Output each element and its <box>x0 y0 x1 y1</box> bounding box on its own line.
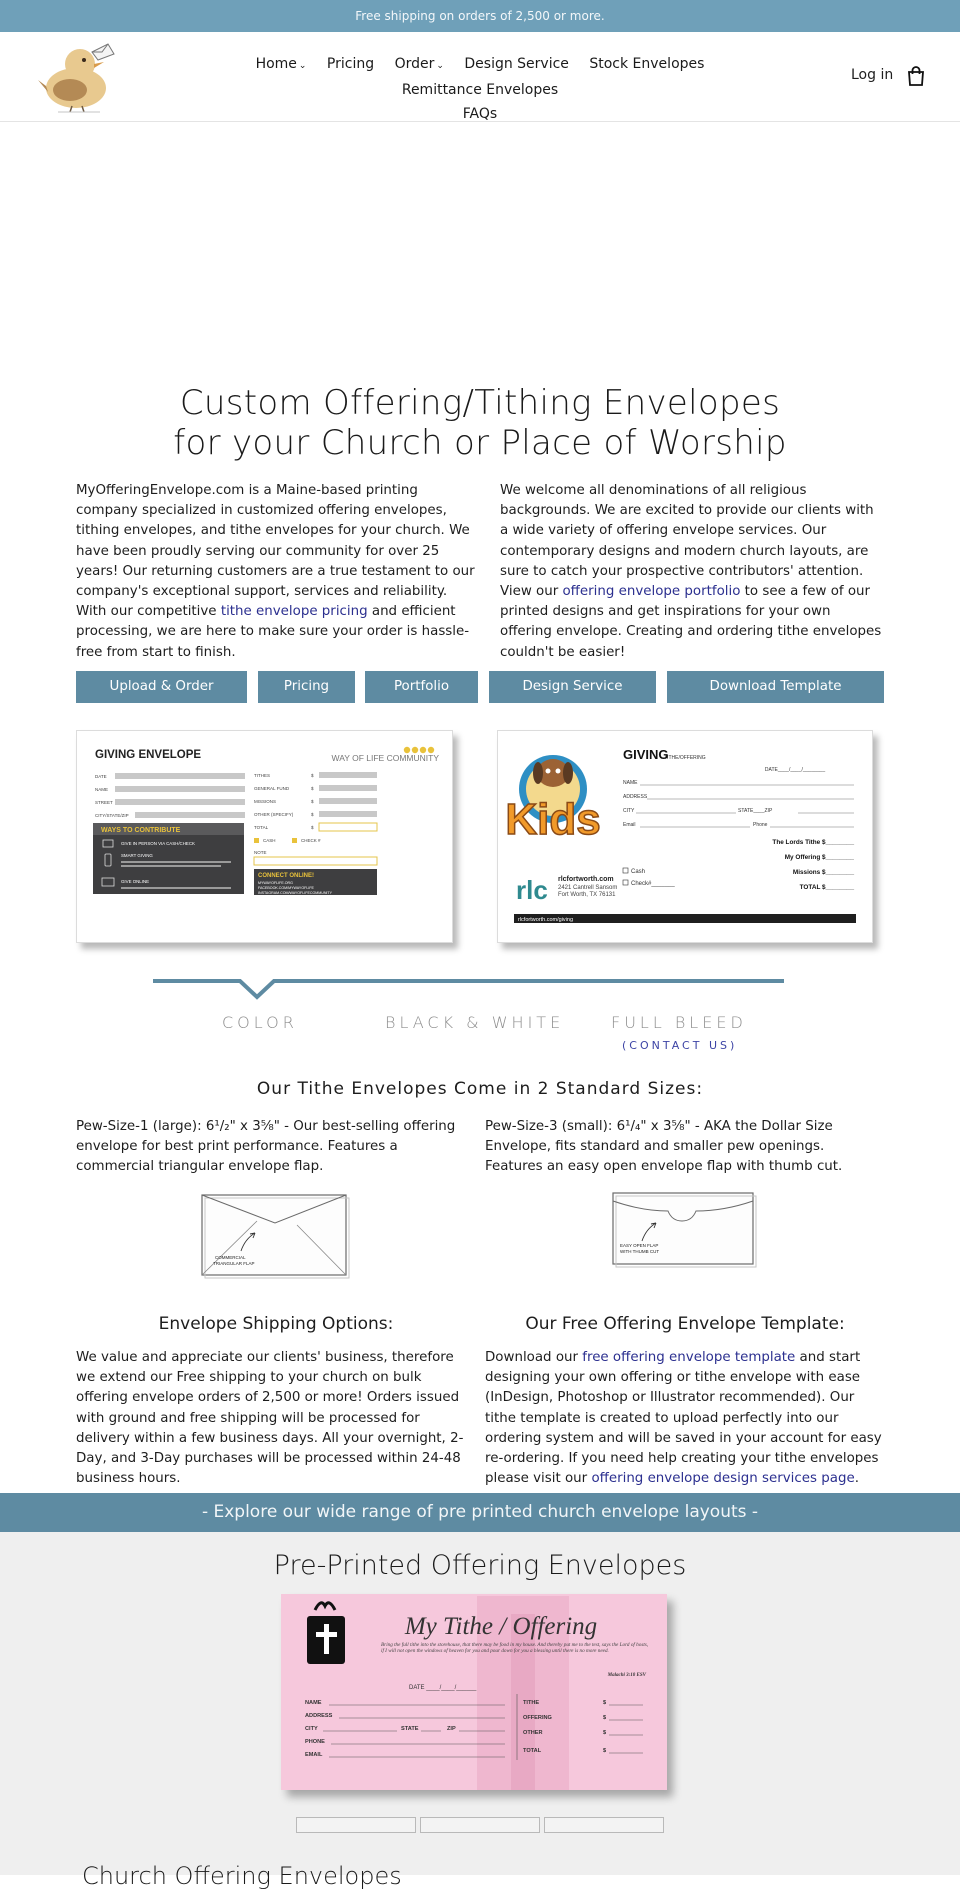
svg-text:GIVING: GIVING <box>623 747 669 762</box>
svg-text:2421 Cantrell Sansom: 2421 Cantrell Sansom <box>558 885 618 891</box>
svg-text:rlcfortworth.com/giving: rlcfortworth.com/giving <box>518 917 574 923</box>
svg-text:Phone: Phone <box>753 822 768 828</box>
svg-text:OFFERING: OFFERING <box>523 1715 552 1721</box>
svg-text:TOTAL: TOTAL <box>523 1748 542 1754</box>
design-services-link[interactable]: offering envelope design services page <box>591 1471 855 1487</box>
svg-text:$: $ <box>603 1730 607 1736</box>
login-link[interactable]: Log in <box>851 67 894 83</box>
explore-banner: - Explore our wide range of pre printed church envelope layouts - <box>0 1493 960 1532</box>
svg-text:NOTE: NOTE <box>254 850 267 855</box>
svg-text:$: $ <box>311 773 314 778</box>
carousel-thumb[interactable] <box>296 1817 416 1833</box>
nav-faqs[interactable]: FAQs <box>462 106 498 122</box>
svg-text:My Offering $________: My Offering $________ <box>784 854 854 861</box>
option-full-bleed[interactable]: FULL BLEED <box>611 1013 747 1032</box>
svg-text:$: $ <box>603 1715 607 1721</box>
option-black-white[interactable]: BLACK & WHITE <box>385 1013 565 1032</box>
svg-text:The Lords Tithe $________: The Lords Tithe $________ <box>772 839 854 846</box>
template-paragraph: Download our free offering envelope template and start designing your own offering or tithe envelope with ease (InDesign, Photoshop or Illustrator recommended). Our tithe template is created to upload perfectly into our ordering system and will be saved in your account for easy re-ordering. If you need help creating your tithe envelopes please visit our offering envelope design services page. <box>485 1350 882 1487</box>
carousel-thumb[interactable] <box>420 1817 540 1833</box>
svg-text:TITHE/OFFERING: TITHE/OFFERING <box>664 755 706 761</box>
giving-envelope-sample <box>76 730 453 943</box>
hero-image-area <box>0 122 960 372</box>
shopping-bag-icon[interactable] <box>907 66 925 86</box>
svg-text:CONNECT ONLINE!: CONNECT ONLINE! <box>258 873 314 879</box>
shipping-paragraph: We value and appreciate our clients' business, therefore we extend our Free shipping to your church on bulk offering envelope orders of 2,500 or more! Orders issued with ground and free shipping will be processed for delivery within a few business days. All your overnight, 2-Day, and 3-Day purchases will be processed within 24-48 business hours. <box>76 1350 464 1487</box>
nav-home[interactable]: Home ⌄ <box>255 56 307 72</box>
svg-text:Missions $________: Missions $________ <box>792 869 854 876</box>
svg-text:FACEBOOK.COM/MYWAYOFLIFE: FACEBOOK.COM/MYWAYOFLIFE <box>258 886 314 890</box>
announcement-text: Free shipping on orders of 2,500 or more. <box>355 9 605 23</box>
bird-logo-icon[interactable] <box>36 40 120 114</box>
portfolio-link[interactable]: offering envelope portfolio <box>562 584 741 600</box>
svg-text:PHONE: PHONE <box>305 1739 325 1745</box>
svg-text:Cash: Cash <box>631 869 646 875</box>
shipping-heading: Envelope Shipping Options: <box>158 1314 394 1334</box>
nav-order[interactable]: Order ⌄ <box>394 56 444 72</box>
svg-text:CHECK #: CHECK # <box>301 838 321 843</box>
svg-text:TOTAL $________: TOTAL $________ <box>799 884 854 891</box>
svg-text:$: $ <box>311 812 314 817</box>
svg-text:INSTAGRAM.COM/WAYOFLIFECOMMUNI: INSTAGRAM.COM/WAYOFLIFECOMMUNITY <box>258 891 333 895</box>
tithe-pricing-link[interactable]: tithe envelope pricing <box>220 604 368 620</box>
svg-text:MYWAYOFLIFE.ORG: MYWAYOFLIFE.ORG <box>258 881 293 885</box>
nav-remittance-envelopes[interactable]: Remittance Envelopes <box>401 82 559 98</box>
svg-text:EMAIL: EMAIL <box>305 1752 323 1758</box>
svg-text:GIVE IN PERSON VIA CASH/CHECK: GIVE IN PERSON VIA CASH/CHECK <box>121 841 195 846</box>
svg-text:NAME: NAME <box>95 787 109 792</box>
svg-text:ADDRESS: ADDRESS <box>305 1713 333 1719</box>
template-heading: Our Free Offering Envelope Template: <box>525 1314 845 1334</box>
preprinted-envelope-image[interactable]: My Tithe / Offering Bring the full tithe into the storehouse, that there may be food in my house. And thereby put me to the test, says the Lord of hosts, if I will not open the windows of heaven for you and pour down for you a blessing until there is no more need. Malachi 3:10 ESV DATE ____/____/______ NAME ADDRESS CITY PHONE EMAIL STATE ZIP TITHE OFFERING OTHER TOTAL $ $ $ $ <box>281 1594 667 1790</box>
announcement-bar <box>0 0 960 32</box>
svg-text:NAME: NAME <box>623 780 638 786</box>
svg-text:ZIP: ZIP <box>447 1726 456 1732</box>
options-divider <box>153 979 784 1001</box>
svg-text:OTHER: OTHER <box>523 1730 543 1736</box>
svg-text:CASH: CASH <box>263 838 276 843</box>
svg-text:GIVE ONLINE: GIVE ONLINE <box>121 879 150 884</box>
way-of-life-brand: WAY OF LIFE COMMUNITY <box>331 753 439 763</box>
svg-text:$: $ <box>311 786 314 791</box>
svg-text:STATE: STATE <box>401 1726 419 1732</box>
kids-logo-text: Kids <box>505 795 601 844</box>
svg-text:Check#_______: Check#_______ <box>631 881 675 887</box>
svg-text:$: $ <box>603 1748 607 1754</box>
svg-text:STREET: STREET <box>95 800 113 805</box>
portfolio-button[interactable]: Portfolio <box>365 671 478 703</box>
contact-us-link[interactable]: (CONTACT US) <box>622 1039 738 1052</box>
svg-text:CITY: CITY <box>305 1726 318 1732</box>
svg-text:COMMERCIAL: COMMERCIAL <box>215 1255 246 1260</box>
svg-text:DATE____/____/________: DATE____/____/________ <box>764 767 826 773</box>
svg-text:TRIANGULAR FLAP: TRIANGULAR FLAP <box>213 1261 255 1266</box>
design-service-button[interactable]: Design Service <box>489 671 656 703</box>
svg-text:CITY/STATE/ZIP: CITY/STATE/ZIP <box>95 813 129 818</box>
giving-envelope-title: GIVING ENVELOPE <box>95 749 202 761</box>
svg-text:$: $ <box>311 799 314 804</box>
kids-giving-envelope-sample <box>497 730 873 943</box>
svg-text:TITHES: TITHES <box>254 773 271 778</box>
svg-text:WITH THUMB CUT: WITH THUMB CUT <box>620 1249 660 1254</box>
svg-text:MISSIONS: MISSIONS <box>254 799 277 804</box>
preprinted-heading: Pre-Printed Offering Envelopes <box>273 1550 687 1581</box>
svg-text:STATE____ZIP: STATE____ZIP <box>738 808 773 814</box>
upload-order-button[interactable]: Upload & Order <box>76 671 247 703</box>
svg-text:SMART GIVING: SMART GIVING <box>121 853 153 858</box>
nav-stock-envelopes[interactable]: Stock Envelopes <box>589 56 705 72</box>
svg-text:TITHE: TITHE <box>523 1700 540 1706</box>
svg-text:EASY OPEN FLAP: EASY OPEN FLAP <box>620 1243 659 1248</box>
size-large-text: Pew-Size-1 (large): 6¹/₂" x 3⁵⁄₈" - Our best-selling offering envelope for best print performance. Features a commercial triangular envelope flap. <box>76 1119 456 1175</box>
pricing-button[interactable]: Pricing <box>258 671 355 703</box>
svg-text:My Tithe / Offering: My Tithe / Offering <box>404 1613 598 1640</box>
svg-text:WAYS TO CONTRIBUTE: WAYS TO CONTRIBUTE <box>101 827 181 834</box>
intro-right-paragraph: We welcome all denominations of all religious backgrounds. We are excited to provide our clients with a wide variety of offering envelope services. Our contemporary designs and modern church layouts, are sure to catch your prospective contributors' attention. View our offering envelope portfolio to see a few of our printed designs and get inspirations for your own offering envelope. Creating and ordering tithe envelopes couldn't be easier! <box>500 483 882 660</box>
svg-text:NAME: NAME <box>305 1700 322 1706</box>
site-header <box>0 32 960 122</box>
svg-text:$: $ <box>311 825 314 830</box>
svg-text:TOTAL: TOTAL <box>254 825 269 830</box>
svg-text:Email: Email <box>623 822 636 828</box>
rlc-logo: rlc <box>516 875 548 905</box>
svg-text:OTHER (SPECIFY): OTHER (SPECIFY) <box>254 812 294 817</box>
size-small-text: Pew-Size-3 (small): 6¹/₄" x 3⁵⁄₈" - AKA the Dollar Size Envelope, fits standard and smaller pew openings. Features an easy open envelope flap with thumb cut. <box>485 1119 843 1175</box>
nav-design-service[interactable]: Design Service <box>464 56 569 72</box>
carousel-thumb[interactable] <box>544 1817 664 1833</box>
svg-text:rlcfortworth.com: rlcfortworth.com <box>558 876 614 883</box>
svg-text:DATE ____/____/______: DATE ____/____/______ <box>409 1685 477 1691</box>
download-template-button[interactable]: Download Template <box>667 671 884 703</box>
svg-text:DATE: DATE <box>95 774 107 779</box>
nav-pricing[interactable]: Pricing <box>326 56 375 72</box>
svg-text:Fort Worth, TX 76131: Fort Worth, TX 76131 <box>558 892 616 898</box>
svg-text:$: $ <box>603 1700 607 1706</box>
intro-left-paragraph: MyOfferingEnvelope.com is a Maine-based printing company specialized in customized offering envelopes, tithing envelopes, and tithe envelopes for your church. We have been proudly serving our community for over 25 years! Our returning customers are a true testament to our company's exceptional support, services and reliability. With our competitive tithe envelope pricing and efficient processing, we are here to make sure your order is hassle-free from start to finish. <box>76 483 475 660</box>
main-nav <box>185 52 775 126</box>
svg-text:CITY: CITY <box>623 808 635 814</box>
chevron-down-icon: ⌄ <box>298 61 307 71</box>
church-envelopes-heading: Church Offering Envelopes <box>82 1862 402 1890</box>
free-template-link[interactable]: free offering envelope template <box>582 1350 796 1365</box>
svg-text:Malachi 3:10 ESV: Malachi 3:10 ESV <box>607 1673 646 1678</box>
svg-text:ADDRESS: ADDRESS <box>623 794 648 800</box>
chevron-down-icon: ⌄ <box>436 61 444 71</box>
large-envelope-illustration <box>201 1193 349 1277</box>
svg-text:GENERAL FUND: GENERAL FUND <box>254 786 290 791</box>
option-color[interactable]: COLOR <box>222 1013 298 1032</box>
small-envelope-illustration <box>612 1191 758 1267</box>
sizes-heading: Our Tithe Envelopes Come in 2 Standard Sizes: <box>256 1079 704 1099</box>
page-title: Custom Offering/Tithing Envelopes for your Church or Place of Worship <box>173 383 787 463</box>
